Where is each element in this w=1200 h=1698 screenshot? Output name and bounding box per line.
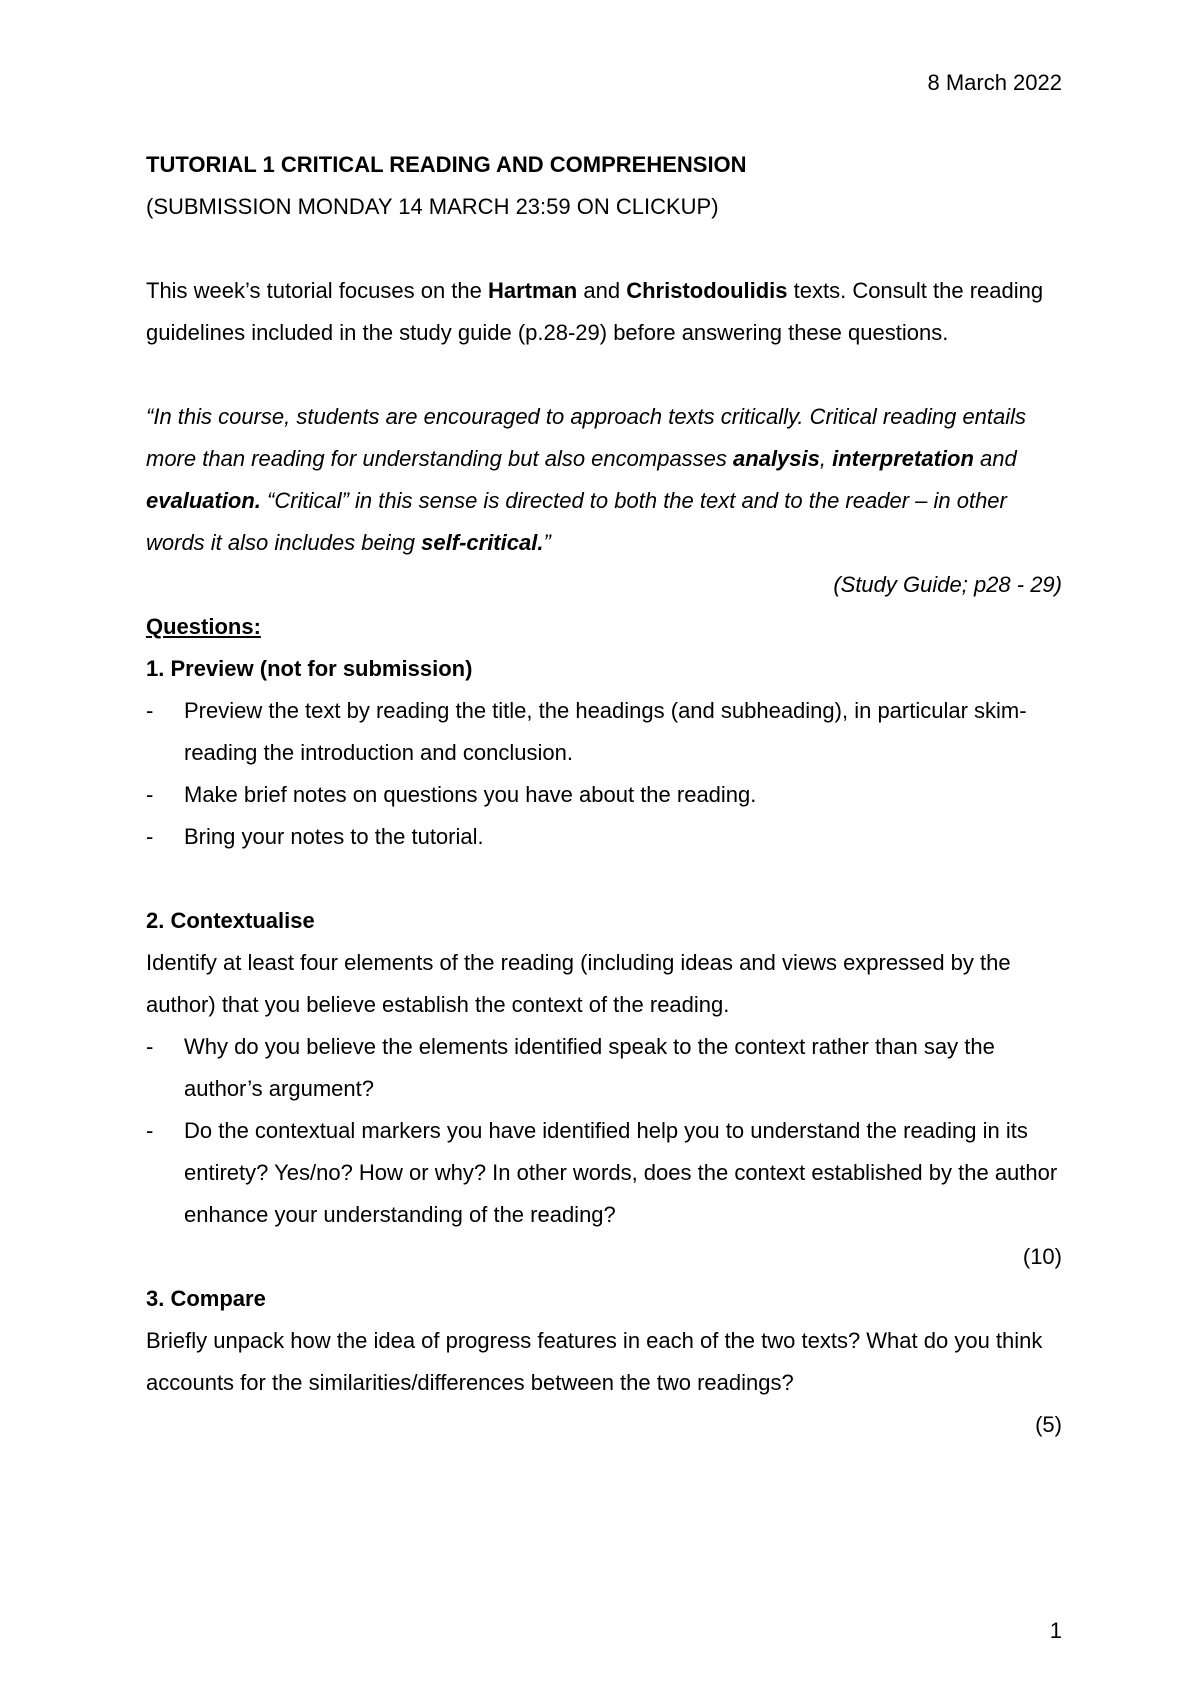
quote-text: “In this course, students are encouraged to approach texts critically. Critical reading entails more than reading for understanding but also encompasses (146, 404, 1027, 471)
bullet-text: Preview the text by reading the title, the headings (and subheading), in particular skim-reading the introduction and conclusion. (184, 698, 1027, 765)
list-item (146, 816, 1062, 858)
quote-text: , (819, 446, 833, 471)
intro-paragraph (146, 270, 1062, 354)
list-item (146, 1026, 1062, 1110)
question-3-title: 3. Compare (146, 1286, 266, 1311)
bullet-text: Why do you believe the elements identified speak to the context rather than say the author’s argument? (184, 1034, 995, 1101)
document-date: 8 March 2022 (927, 70, 1062, 95)
question-2-marks: (10) (1022, 1244, 1062, 1269)
quote-text: ” (543, 530, 551, 555)
questions-heading: Questions: (146, 614, 261, 639)
quote-bold-analysis: analysis (733, 446, 820, 471)
intro-author-hartman: Hartman (488, 278, 578, 303)
bullet-text: Bring your notes to the tutorial. (184, 824, 484, 849)
bullet-dash: - (146, 1034, 154, 1059)
quote-text: and (973, 446, 1017, 471)
document-body (146, 144, 1062, 1446)
intro-text: texts. Consult the reading guidelines included in the study guide (p.28-29) before answering these questions. (146, 278, 1044, 345)
intro-text: and (577, 278, 627, 303)
list-item (146, 774, 1062, 816)
submission-note: (SUBMISSION MONDAY 14 MARCH 23:59 ON CLICKUP) (146, 194, 719, 219)
page-number: 1 (1049, 1618, 1062, 1643)
bullet-dash: - (146, 782, 154, 807)
bullet-text: Do the contextual markers you have identified help you to understand the reading in its entirety? Yes/no? How or why? In other words, does the context established by the author enhance your understanding of the reading? (184, 1118, 1058, 1227)
intro-author-christodoulidis: Christodoulidis (626, 278, 788, 303)
question-1-title: 1. Preview (not for submission) (146, 656, 473, 681)
bullet-dash: - (146, 698, 154, 723)
bullet-dash: - (146, 824, 154, 849)
question-2-title: 2. Contextualise (146, 908, 315, 933)
tutorial-title: TUTORIAL 1 CRITICAL READING AND COMPREHENSION (146, 152, 747, 177)
spacer (146, 228, 1062, 270)
list-item (146, 690, 1062, 774)
question-3-body: Briefly unpack how the idea of progress features in each of the two texts? What do you think accounts for the similarities/differences between the two readings? (146, 1328, 1043, 1395)
quote-bold-evaluation: evaluation. (146, 488, 261, 513)
quote-text: “Critical” in this sense is directed to both the text and to the reader – in other words it also includes being (146, 488, 1007, 555)
intro-text: This week’s tutorial focuses on the (146, 278, 488, 303)
quote-bold-self-critical: self-critical. (421, 530, 544, 555)
question-3-marks: (5) (1035, 1412, 1062, 1437)
quote-bold-interpretation: interpretation (832, 446, 974, 471)
quote-source: (Study Guide; p28 - 29) (833, 572, 1062, 597)
study-guide-quote (146, 396, 1062, 564)
spacer (146, 354, 1062, 396)
bullet-text: Make brief notes on questions you have about the reading. (184, 782, 757, 807)
spacer (146, 858, 1062, 900)
bullet-dash: - (146, 1118, 154, 1143)
question-2-body: Identify at least four elements of the reading (including ideas and views expressed by the author) that you believe establish the context of the reading. (146, 950, 1011, 1017)
list-item (146, 1110, 1062, 1236)
